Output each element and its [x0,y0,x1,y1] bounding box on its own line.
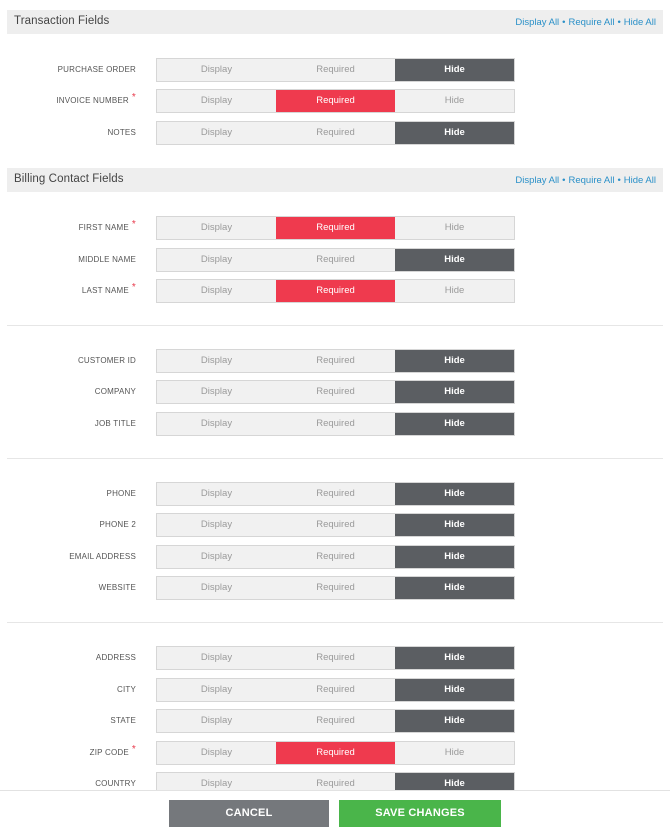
field-label [99,576,136,600]
toggle-display-button[interactable]: Display [200,652,233,663]
section-title: Transaction Fields [14,15,110,27]
toggle-required-button[interactable]: Required [316,652,355,663]
field-label-text: STATE [110,716,136,725]
toggle-required-button[interactable]: Required [316,519,355,530]
visibility-toggle [156,412,515,436]
toggle-required-button[interactable]: Required [276,217,395,239]
toggle-display-button[interactable]: Display [200,254,233,265]
bulk-action-links [515,175,656,186]
hide-all-link[interactable]: Hide All [623,175,656,186]
field-row [0,646,670,670]
visibility-toggle [156,121,515,145]
field-label-text: ADDRESS [95,653,136,662]
field-row [0,545,670,569]
group-divider [7,325,663,326]
toggle-display-button[interactable]: Display [200,127,233,138]
field-label [82,279,136,303]
visibility-toggle [156,646,515,670]
visibility-toggle [156,248,515,272]
field-label-text: WEBSITE [98,583,136,592]
cancel-button[interactable]: CANCEL [169,800,329,827]
toggle-hide-button[interactable]: Hide [395,381,514,403]
toggle-required-button[interactable]: Required [316,64,355,75]
toggle-display-button[interactable]: Display [200,355,233,366]
visibility-toggle [156,216,515,240]
toggle-display-button[interactable]: Display [200,715,233,726]
field-row [0,576,670,600]
toggle-hide-button[interactable]: Hide [395,577,514,599]
field-row [0,89,670,113]
field-label [90,741,136,765]
field-label [95,412,136,436]
section-header [7,10,663,34]
toggle-required-button[interactable]: Required [276,742,395,764]
toggle-required-button[interactable]: Required [316,582,355,593]
visibility-toggle [156,58,515,82]
field-label [107,482,136,506]
toggle-hide-button[interactable]: Hide [395,647,514,669]
field-label-text: MIDDLE NAME [78,255,136,264]
toggle-hide-button[interactable]: Hide [395,710,514,732]
field-label-text: PURCHASE ORDER [57,65,136,74]
toggle-hide-button[interactable]: Hide [444,285,465,296]
hide-all-link[interactable]: Hide All [623,17,656,28]
field-label-text: CUSTOMER ID [77,356,136,365]
toggle-required-button[interactable]: Required [316,778,355,789]
toggle-required-button[interactable]: Required [316,127,355,138]
bulk-action-links [515,17,656,28]
field-label-text: INVOICE NUMBER [56,96,129,105]
visibility-toggle [156,513,515,537]
toggle-hide-button[interactable]: Hide [395,514,514,536]
require-all-link[interactable]: Require All [568,17,615,28]
field-row [0,678,670,702]
toggle-hide-button[interactable]: Hide [395,483,514,505]
toggle-required-button[interactable]: Required [316,386,355,397]
field-label [117,678,136,702]
toggle-hide-button[interactable]: Hide [444,222,465,233]
toggle-required-button[interactable]: Required [316,684,355,695]
toggle-hide-button[interactable]: Hide [395,122,514,144]
toggle-required-button[interactable]: Required [276,90,395,112]
field-label-text: CITY [116,685,136,694]
toggle-required-button[interactable]: Required [316,355,355,366]
field-label-text: PHONE 2 [99,520,136,529]
toggle-hide-button[interactable]: Hide [395,350,514,372]
field-label-text: COUNTRY [95,779,136,788]
field-row [0,709,670,733]
toggle-required-button[interactable]: Required [276,280,395,302]
field-row [0,58,670,82]
toggle-required-button[interactable]: Required [316,715,355,726]
visibility-toggle [156,741,515,765]
field-row [0,279,670,303]
visibility-toggle [156,678,515,702]
toggle-required-button[interactable]: Required [316,488,355,499]
toggle-display-button[interactable]: Display [200,488,233,499]
section-title: Billing Contact Fields [14,173,124,185]
required-asterisk: * [131,219,136,230]
visibility-toggle [156,576,515,600]
toggle-hide-button[interactable]: Hide [395,249,514,271]
link-separator: • [562,17,566,28]
toggle-required-button[interactable]: Required [316,551,355,562]
section-header [7,168,663,192]
field-label [56,89,136,113]
field-row [0,513,670,537]
toggle-display-button[interactable]: Display [200,684,233,695]
toggle-display-button[interactable]: Display [200,285,233,296]
visibility-toggle [156,380,515,404]
field-label [78,248,136,272]
field-row [0,248,670,272]
toggle-display-button[interactable]: Display [200,64,233,75]
field-label [107,121,136,145]
field-label [58,58,136,82]
visibility-toggle [156,545,515,569]
toggle-hide-button[interactable]: Hide [395,546,514,568]
field-label-text: COMPANY [94,387,136,396]
field-label [95,380,136,404]
toggle-hide-button[interactable]: Hide [395,773,514,795]
display-all-link[interactable]: Display All [515,17,560,28]
field-label [69,545,136,569]
required-asterisk: * [131,282,136,293]
field-row [0,216,670,240]
required-asterisk: * [131,744,136,755]
field-label [78,349,136,373]
link-separator: • [562,175,566,186]
field-label-text: PHONE [106,489,136,498]
field-row [0,349,670,373]
toggle-hide-button[interactable]: Hide [444,747,465,758]
toggle-hide-button[interactable]: Hide [395,679,514,701]
group-divider [7,622,663,623]
required-asterisk: * [131,92,136,103]
toggle-display-button[interactable]: Display [200,222,233,233]
save-changes-button[interactable]: SAVE CHANGES [339,800,501,827]
footer-bar [0,790,670,831]
toggle-display-button[interactable]: Display [200,95,233,106]
toggle-display-button[interactable]: Display [200,519,233,530]
field-label-text: FIRST NAME [78,223,129,232]
visibility-toggle [156,349,515,373]
toggle-required-button[interactable]: Required [316,418,355,429]
field-label [110,709,136,733]
toggle-hide-button[interactable]: Hide [395,413,514,435]
field-row [0,741,670,765]
toggle-hide-button[interactable]: Hide [444,95,465,106]
field-label [99,513,136,537]
field-label-text: LAST NAME [81,286,129,295]
toggle-hide-button[interactable]: Hide [395,59,514,81]
field-label-text: JOB TITLE [94,419,136,428]
visibility-toggle [156,279,515,303]
link-separator: • [617,17,621,28]
field-label [96,646,136,670]
visibility-toggle [156,89,515,113]
field-row [0,412,670,436]
toggle-display-button[interactable]: Display [200,747,233,758]
group-divider [7,458,663,459]
field-label-text: ZIP CODE [89,748,129,757]
link-separator: • [617,175,621,186]
visibility-toggle [156,709,515,733]
field-label-text: EMAIL ADDRESS [69,552,136,561]
toggle-display-button[interactable]: Display [200,386,233,397]
field-label-text: NOTES [107,128,136,137]
toggle-display-button[interactable]: Display [200,582,233,593]
toggle-display-button[interactable]: Display [200,778,233,789]
visibility-toggle [156,482,515,506]
field-row [0,380,670,404]
field-row [0,482,670,506]
display-all-link[interactable]: Display All [515,175,560,186]
toggle-display-button[interactable]: Display [200,551,233,562]
toggle-display-button[interactable]: Display [200,418,233,429]
field-label [79,216,136,240]
require-all-link[interactable]: Require All [568,175,615,186]
field-row [0,121,670,145]
toggle-required-button[interactable]: Required [316,254,355,265]
